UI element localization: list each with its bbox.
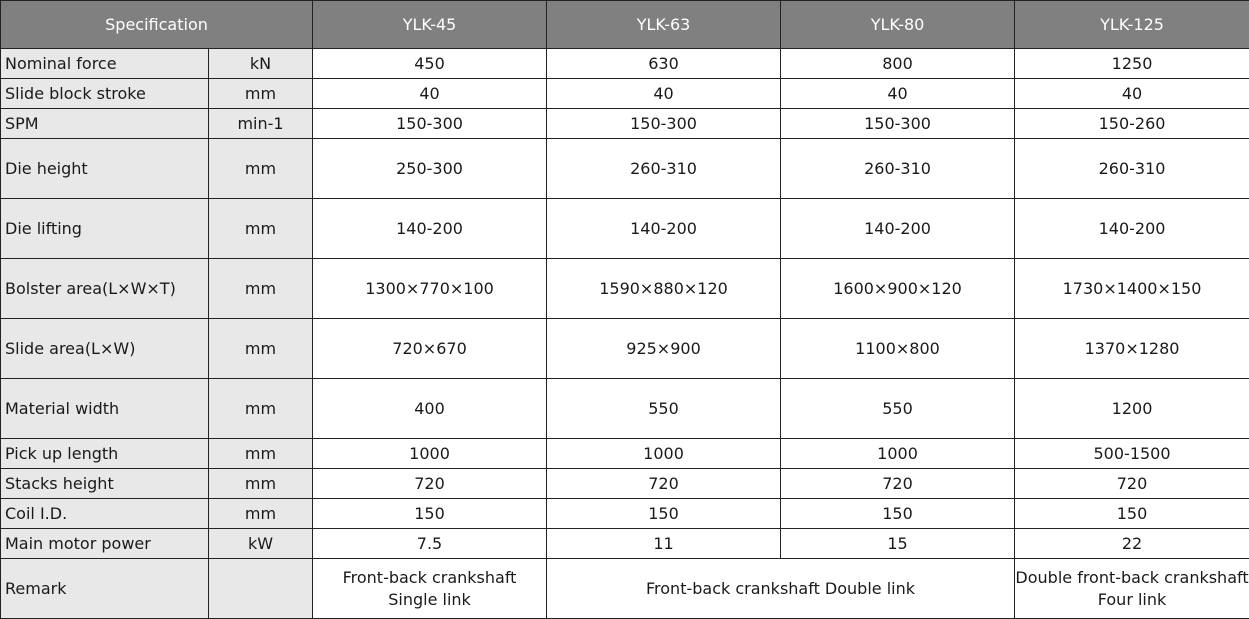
cell-value: 15 [781, 529, 1015, 559]
cell-value: 150 [1015, 499, 1249, 529]
row-unit: mm [209, 379, 313, 439]
header-row [1, 1, 1249, 49]
row-unit: min-1 [209, 109, 313, 139]
cell-value: 260-310 [1015, 139, 1249, 199]
cell-value: 150-300 [313, 109, 547, 139]
cell-value: 500-1500 [1015, 439, 1249, 469]
table-row-die-lifting [1, 199, 1249, 259]
row-label: Pick up length [1, 439, 209, 469]
remark-line: Four link [1097, 589, 1167, 609]
cell-value: 40 [547, 79, 781, 109]
cell-value: 7.5 [313, 529, 547, 559]
row-unit: mm [209, 469, 313, 499]
cell-value: 720 [781, 469, 1015, 499]
row-label: Bolster area(L×W×T) [1, 259, 209, 319]
cell-value: 720×670 [313, 319, 547, 379]
cell-value: 1000 [313, 439, 547, 469]
row-unit: mm [209, 199, 313, 259]
row-label: Remark [1, 559, 209, 619]
table-row-stacks-height [1, 469, 1249, 499]
table-row-die-height [1, 139, 1249, 199]
cell-value: 1590×880×120 [547, 259, 781, 319]
cell-value: 1730×1400×150 [1015, 259, 1249, 319]
table-row-slide-area [1, 319, 1249, 379]
remark-ylk-45 [313, 559, 547, 619]
table-row-pick-up-length [1, 439, 1249, 469]
cell-value: 150-260 [1015, 109, 1249, 139]
table-row-remark [1, 559, 1249, 619]
cell-value: 720 [1015, 469, 1249, 499]
model-header-ylk-63: YLK-63 [547, 1, 781, 49]
cell-value: 40 [313, 79, 547, 109]
cell-value: 1200 [1015, 379, 1249, 439]
model-header-ylk-125: YLK-125 [1015, 1, 1249, 49]
table-row-bolster-area [1, 259, 1249, 319]
cell-value: 1100×800 [781, 319, 1015, 379]
cell-value: 720 [547, 469, 781, 499]
table-row-nominal-force [1, 49, 1249, 79]
row-unit: mm [209, 439, 313, 469]
cell-value: 40 [1015, 79, 1249, 109]
row-label: Slide block stroke [1, 79, 209, 109]
cell-value: 140-200 [781, 199, 1015, 259]
cell-value: 40 [781, 79, 1015, 109]
cell-value: 150 [313, 499, 547, 529]
cell-value: 1000 [547, 439, 781, 469]
row-label: Coil I.D. [1, 499, 209, 529]
row-unit: kW [209, 529, 313, 559]
cell-value: 140-200 [313, 199, 547, 259]
cell-value: 260-310 [547, 139, 781, 199]
table-row-coil-id [1, 499, 1249, 529]
model-header-ylk-45: YLK-45 [313, 1, 547, 49]
cell-value: 400 [313, 379, 547, 439]
cell-value: 1600×900×120 [781, 259, 1015, 319]
cell-value: 1250 [1015, 49, 1249, 79]
cell-value: 1300×770×100 [313, 259, 547, 319]
cell-value: 11 [547, 529, 781, 559]
row-unit: mm [209, 319, 313, 379]
cell-value: 150-300 [781, 109, 1015, 139]
row-label: SPM [1, 109, 209, 139]
row-label: Die height [1, 139, 209, 199]
cell-value: 150 [781, 499, 1015, 529]
row-unit: mm [209, 499, 313, 529]
row-label: Stacks height [1, 469, 209, 499]
cell-value: 150 [547, 499, 781, 529]
row-unit: mm [209, 259, 313, 319]
row-unit: mm [209, 79, 313, 109]
cell-value: 450 [313, 49, 547, 79]
table-row-main-motor-power [1, 529, 1249, 559]
row-unit: mm [209, 139, 313, 199]
cell-value: 550 [547, 379, 781, 439]
cell-value: 140-200 [1015, 199, 1249, 259]
row-label: Slide area(L×W) [1, 319, 209, 379]
row-label: Material width [1, 379, 209, 439]
cell-value: 260-310 [781, 139, 1015, 199]
cell-value: 1370×1280 [1015, 319, 1249, 379]
remark-ylk-63-80: Front-back crankshaft Double link [547, 559, 1015, 619]
cell-value: 720 [313, 469, 547, 499]
cell-value: 550 [781, 379, 1015, 439]
row-label: Nominal force [1, 49, 209, 79]
cell-value: 630 [547, 49, 781, 79]
cell-value: 22 [1015, 529, 1249, 559]
cell-value: 250-300 [313, 139, 547, 199]
table-row-material-width [1, 379, 1249, 439]
cell-value: 150-300 [547, 109, 781, 139]
remark-line: Double front-back crankshaft [1015, 567, 1249, 587]
remark-line: Single link [388, 589, 471, 609]
cell-value: 1000 [781, 439, 1015, 469]
row-label: Main motor power [1, 529, 209, 559]
cell-value: 925×900 [547, 319, 781, 379]
model-header-ylk-80: YLK-80 [781, 1, 1015, 49]
row-label: Die lifting [1, 199, 209, 259]
row-unit [209, 559, 313, 619]
remark-ylk-125 [1015, 559, 1249, 619]
cell-value: 800 [781, 49, 1015, 79]
table-row-slide-block-stroke [1, 79, 1249, 109]
remark-line: Front-back crankshaft [342, 567, 517, 587]
cell-value: 140-200 [547, 199, 781, 259]
specification-header: Specification [1, 1, 313, 49]
row-unit: kN [209, 49, 313, 79]
table-row-spm [1, 109, 1249, 139]
